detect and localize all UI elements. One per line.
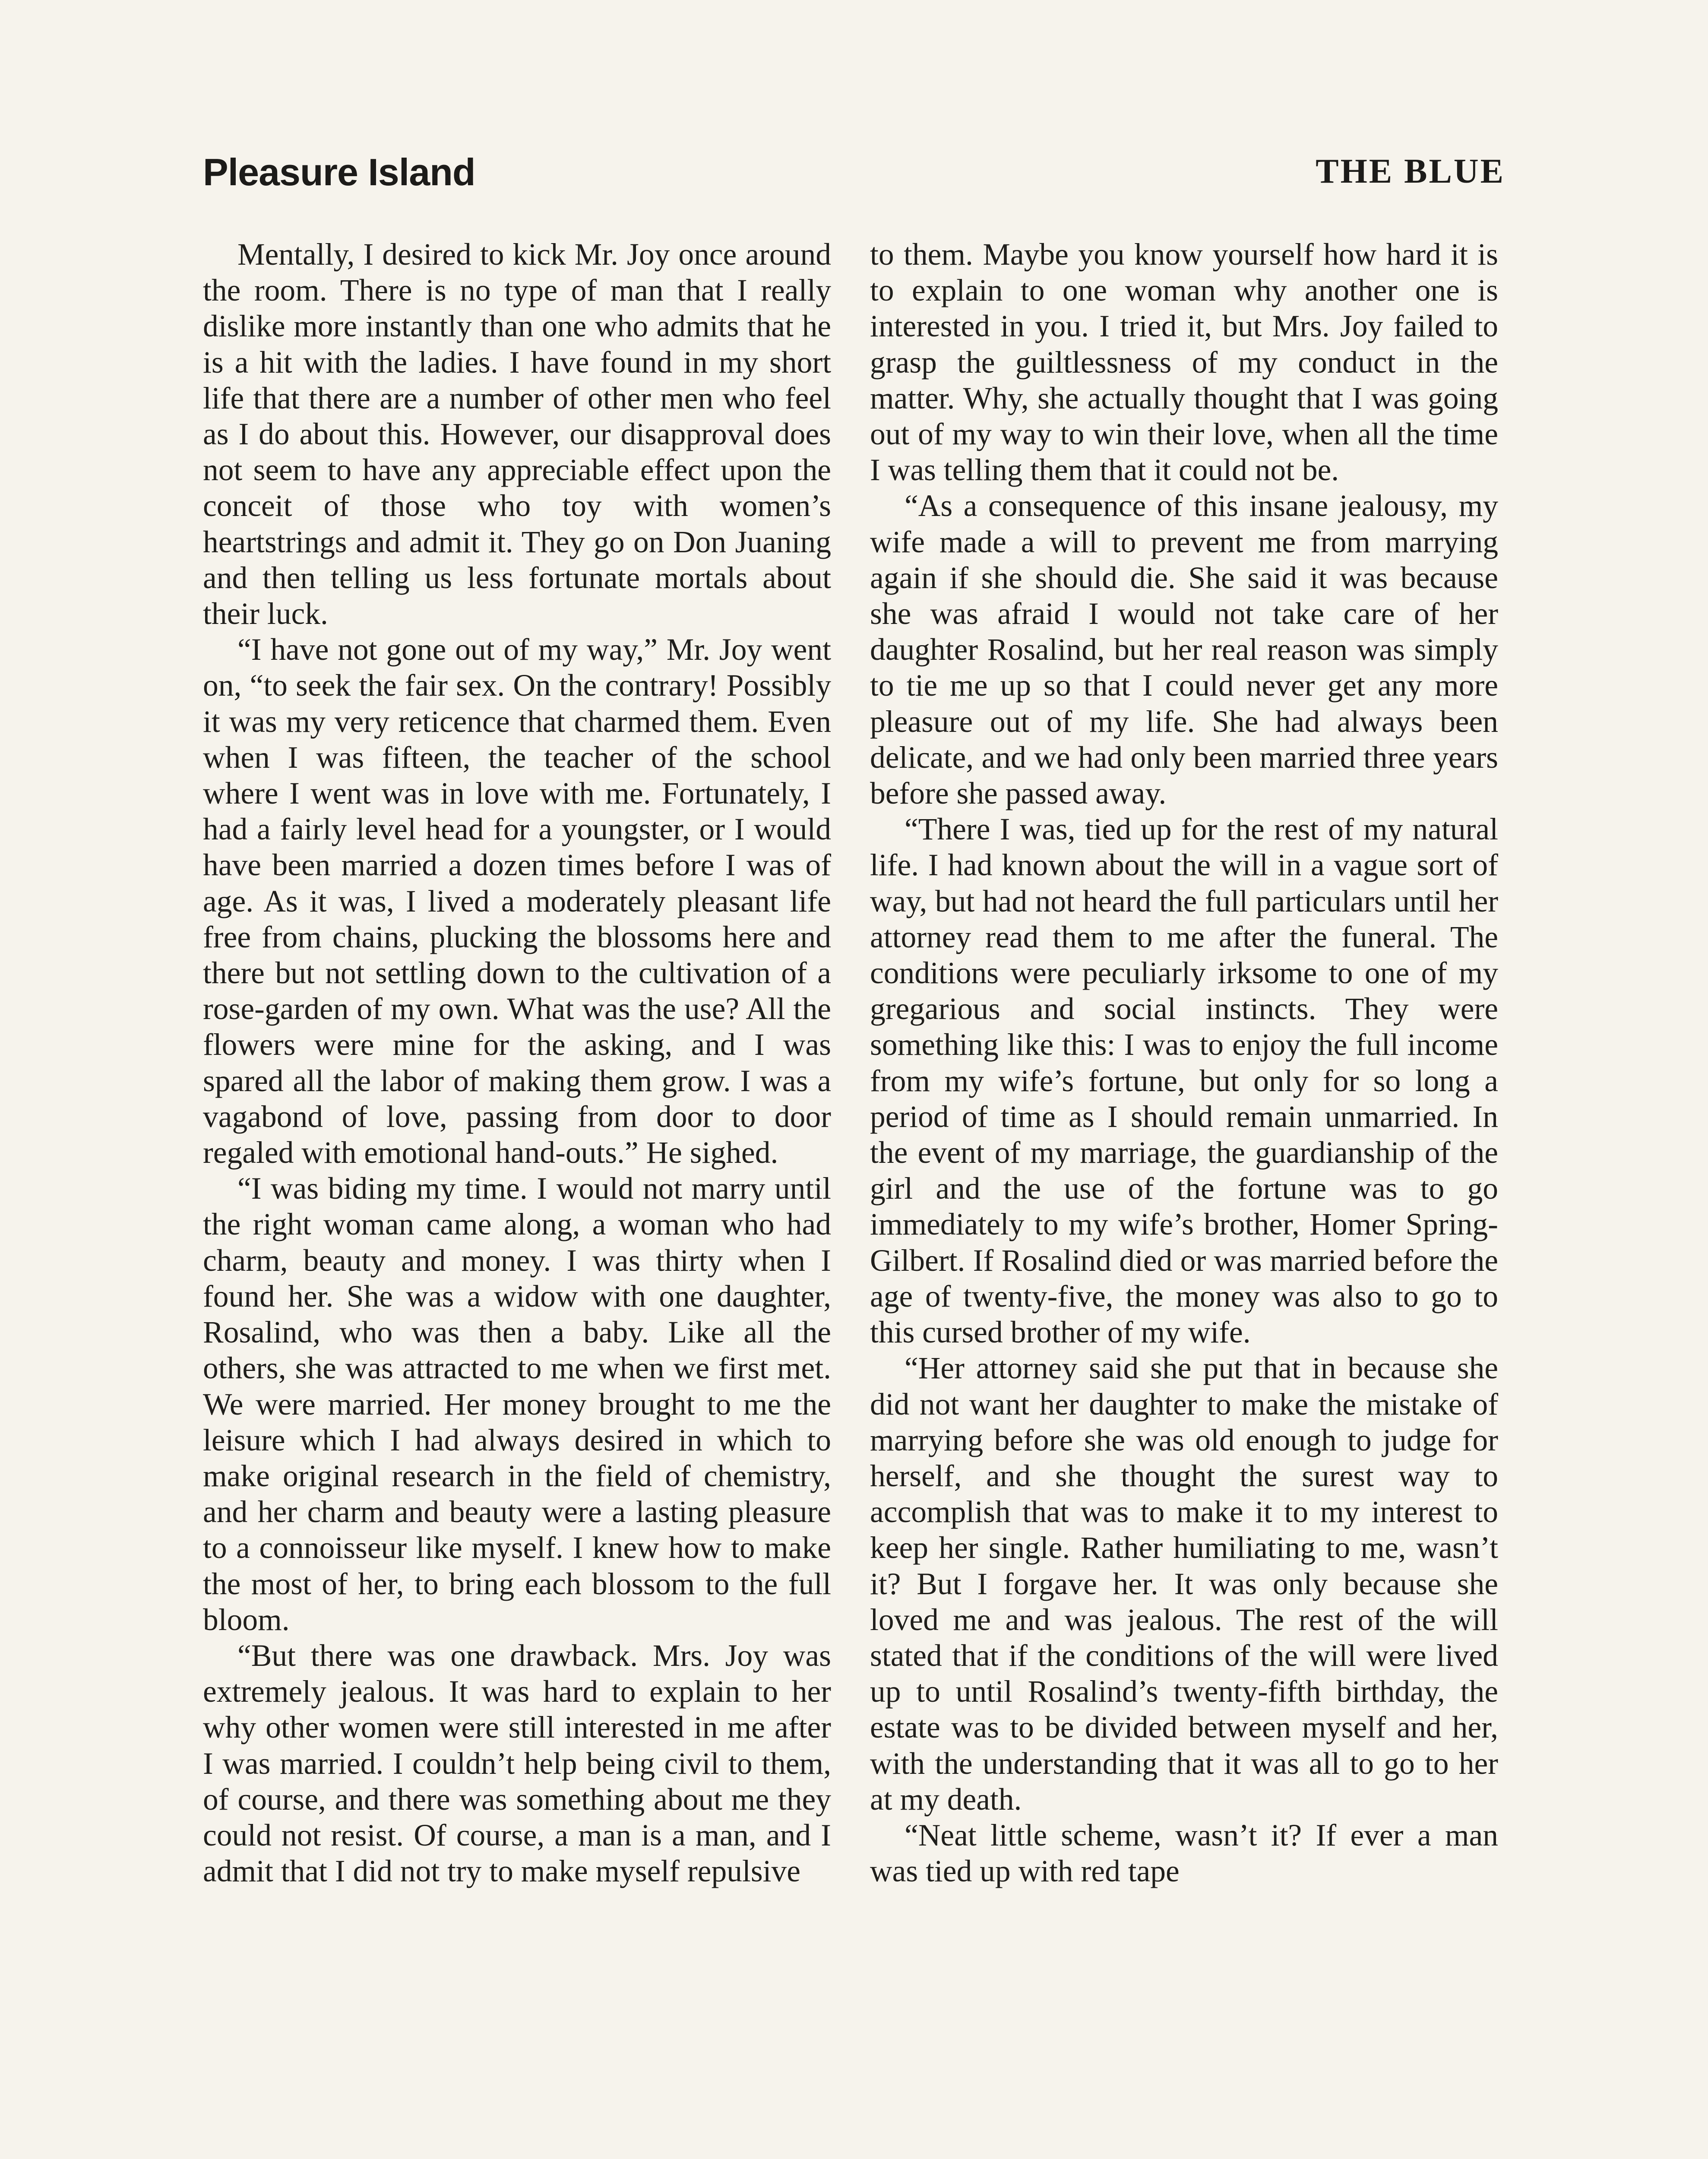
paragraph: “As a consequence of this insane jealousy, my wife made a will to prevent me from marrying again if she should die. She said it was because she was afraid I would not take care of her daughter Rosalind, but her real reason was simply to tie me up so that I could never get any more pleasure out of my life. She had always been delicate, and we had only been married three years before she passed away. xyxy=(870,489,1498,811)
paragraph: “Neat little scheme, wasn’t it? If ever a man was tied up with red tape xyxy=(870,1818,1498,1889)
magazine-title: THE BLUE xyxy=(1316,152,1505,190)
text-column-left xyxy=(203,237,831,1889)
running-title: Pleasure Island xyxy=(203,151,475,193)
paragraph: “Her attorney said she put that in because she did not want her daughter to make the mistake of marrying before she was old enough to judge for herself, and she thought the surest way to accomplish that was to make it to my interest to keep her single. Rather humiliating to me, wasn’t it? But I forgave her. It was only because she loved me and was jealous. The rest of the will stated that if the conditions of the will were lived up to until Rosalind’s twenty-fifth birthday, the estate was to be divided between myself and her, with the understanding that it was all to go to her at my death. xyxy=(870,1351,1498,1817)
paragraph: “I have not gone out of my way,” Mr. Joy went on, “to seek the fair sex. On the contrary! Possibly it was my very reticence that charmed them. Even when I was fifteen, the teacher of the school where I went was in love with me. Fortunately, I had a fairly level head for a youngster, or I would have been married a dozen times before I was of age. As it was, I lived a moderately pleasant life free from chains, plucking the blossoms here and there but not settling down to the cultivation of a rose-garden of my own. What was the use? All the flowers were mine for the asking, and I was spared all the labor of making them grow. I was a vagabond of love, passing from door to door regaled with emotional hand-outs.” He sighed. xyxy=(203,633,831,1170)
paragraph: “There I was, tied up for the rest of my natural life. I had known about the will in a vague sort of way, but had not heard the full particulars until her attorney read them to me after the funeral. The conditions were peculiarly irksome to one of my gregarious and social instincts. They were something like this: I was to enjoy the full income from my wife’s fortune, but only for so long a period of time as I should remain unmarried. In the event of my marriage, the guardianship of the girl and the use of the fortune was to go immediately to my wife’s brother, Homer Spring-Gilbert. If Rosalind died or was married before the age of twenty-five, the money was also to go to this cursed brother of my wife. xyxy=(870,812,1498,1350)
paragraph: to them. Maybe you know yourself how hard it is to explain to one woman why another one is interested in you. I tried it, but Mrs. Joy failed to grasp the guiltlessness of my conduct in the matter. Why, she actually thought that I was going out of my way to win their love, when all the time I was telling them that it could not be. xyxy=(870,237,1498,488)
text-column-right xyxy=(870,237,1498,1889)
paragraph: “I was biding my time. I would not marry until the right woman came along, a woman who had charm, beauty and money. I was thirty when I found her. She was a widow with one daughter, Rosalind, who was then a baby. Like all the others, she was attracted to me when we first met. We were married. Her money brought to me the leisure which I had always desired in which to make original research in the field of chemistry, and her charm and beauty were a lasting pleasure to a connoisseur like myself. I knew how to make the most of her, to bring each blossom to the full bloom. xyxy=(203,1171,831,1637)
paragraph: “But there was one drawback. Mrs. Joy was extremely jealous. It was hard to explain to her why other women were still interested in me after I was married. I couldn’t help being civil to them, of course, and there was something about me they could not resist. Of course, a man is a man, and I admit that I did not try to make myself repulsive xyxy=(203,1638,831,1889)
paragraph: Mentally, I desired to kick Mr. Joy once around the room. There is no type of man that I really dislike more instantly than one who admits that he is a hit with the ladies. I have found in my short life that there are a number of other men who feel as I do about this. However, our disapproval does not seem to have any appreciable effect upon the conceit of those who toy with women’s heartstrings and admit it. They go on Don Juaning and then telling us less fortunate mortals about their luck. xyxy=(203,237,831,631)
